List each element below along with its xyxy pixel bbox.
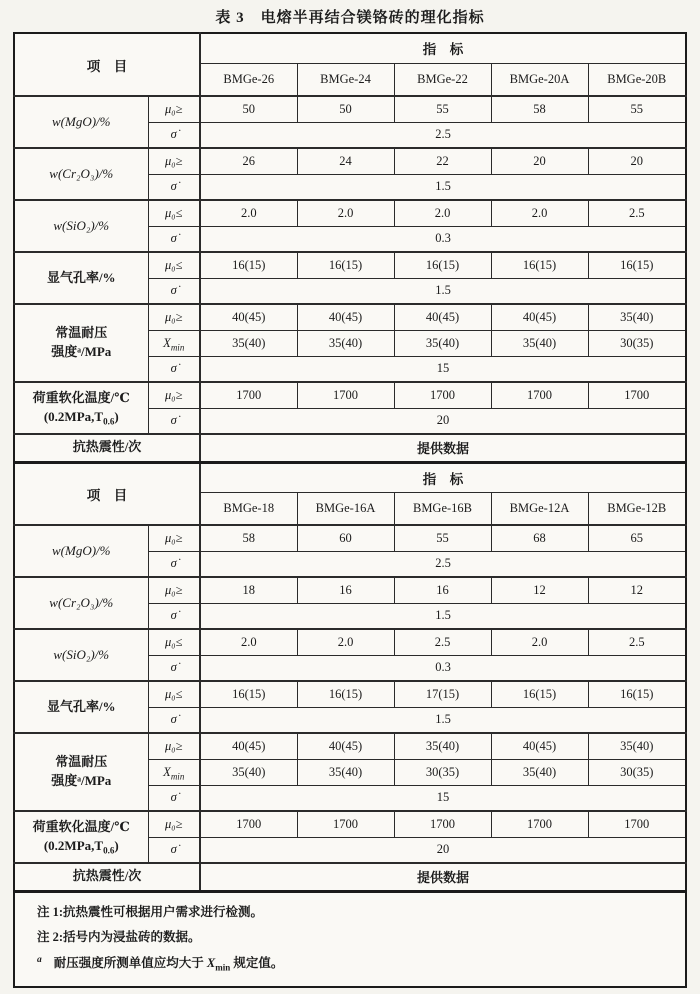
rul-label-sub: 0.6 <box>103 416 115 427</box>
sigma-value: 2.5 <box>200 122 686 148</box>
xmin-sub: min <box>170 342 185 352</box>
sigma-symbol: σ̇ <box>148 174 200 200</box>
item-label-thermal-shock: 抗热震性/次 <box>14 863 200 891</box>
indicator-header: 指 标 <box>200 462 686 492</box>
value-cell: 20 <box>491 148 588 174</box>
rul-label-sub: 0.6 <box>103 845 115 856</box>
value-cell: 35(40) <box>491 330 588 356</box>
item-label-thermal-shock: 抗热震性/次 <box>14 434 200 462</box>
sigma-symbol: σ̇ <box>148 356 200 382</box>
grade-header: BMGe-18 <box>200 492 297 525</box>
value-cell: 30(35) <box>394 759 491 785</box>
value-cell: 35(40) <box>297 330 394 356</box>
item-label-sio2: w(SiO₂)/% <box>14 200 148 252</box>
ccs-mu-row <box>14 304 686 330</box>
mu0-le-symbol: μ₀≤ <box>148 629 200 655</box>
value-cell: 40(45) <box>491 733 588 759</box>
item-label-cr2o3: w(Cr₂O₃)/% <box>14 577 148 629</box>
value-cell: 1700 <box>394 382 491 408</box>
rul-label-close: ) <box>114 838 119 853</box>
value-cell: 2.0 <box>394 200 491 226</box>
footnote-marker: a <box>37 954 42 965</box>
value-cell: 35(40) <box>588 304 686 330</box>
value-cell: 2.5 <box>394 629 491 655</box>
value-cell: 55 <box>588 96 686 122</box>
value-cell: 2.0 <box>297 629 394 655</box>
sigma-value: 2.5 <box>200 551 686 577</box>
note-2: 注 2:括号内为浸盐砖的数据。 <box>37 930 201 945</box>
header-row-1b <box>14 462 686 492</box>
porosity-mu-row <box>14 252 686 278</box>
grade-header: BMGe-16A <box>297 492 394 525</box>
value-cell: 16(15) <box>491 252 588 278</box>
ccs-mu-row-b <box>14 733 686 759</box>
sigma-value: 20 <box>200 837 686 863</box>
item-header: 项 目 <box>14 462 200 525</box>
sigma-symbol: σ̇ <box>148 785 200 811</box>
sigma-value: 0.3 <box>200 226 686 252</box>
value-cell: 1700 <box>297 811 394 837</box>
value-cell: 1700 <box>200 811 297 837</box>
footnote-text: 耐压强度所测单值应均大于 <box>53 955 207 970</box>
value-cell: 50 <box>200 96 297 122</box>
value-cell: 2.0 <box>297 200 394 226</box>
value-cell: 55 <box>394 525 491 551</box>
notes <box>14 891 686 987</box>
indicator-header: 指 标 <box>200 33 686 63</box>
footnote-text-end: 规定值。 <box>230 955 284 970</box>
value-cell: 16 <box>297 577 394 603</box>
value-cell: 35(40) <box>297 759 394 785</box>
sigma-value: 1.5 <box>200 174 686 200</box>
footnote-x: X <box>206 955 216 970</box>
mu0-ge-symbol: μ₀≥ <box>148 577 200 603</box>
value-cell: 30(35) <box>588 759 686 785</box>
rul-label-line2: (0.2MPa,T <box>43 409 104 424</box>
sigma-symbol: σ̇ <box>148 551 200 577</box>
value-cell: 40(45) <box>297 304 394 330</box>
mu0-le-symbol: μ₀≤ <box>148 681 200 707</box>
value-cell: 35(40) <box>394 733 491 759</box>
value-cell: 40(45) <box>394 304 491 330</box>
value-cell: 60 <box>297 525 394 551</box>
sigma-value: 20 <box>200 408 686 434</box>
rul-mu-row-b <box>14 811 686 837</box>
mu0-ge-symbol: μ₀≥ <box>148 733 200 759</box>
cr2o3-mu-row-b <box>14 577 686 603</box>
item-label-porosity: 显气孔率/% <box>14 252 148 304</box>
thermal-shock-value: 提供数据 <box>200 434 686 462</box>
sigma-symbol: σ̇ <box>148 226 200 252</box>
porosity-mu-row-b <box>14 681 686 707</box>
item-label-ccs <box>14 733 148 811</box>
value-cell: 16(15) <box>491 681 588 707</box>
mgo-mu-row <box>14 96 686 122</box>
grade-header: BMGe-20B <box>588 63 686 96</box>
sigma-value: 1.5 <box>200 707 686 733</box>
grade-header: BMGe-12B <box>588 492 686 525</box>
value-cell: 1700 <box>297 382 394 408</box>
value-cell: 68 <box>491 525 588 551</box>
sigma-symbol: σ̇ <box>148 122 200 148</box>
value-cell: 22 <box>394 148 491 174</box>
sigma-value: 0.3 <box>200 655 686 681</box>
sio2-mu-row-b <box>14 629 686 655</box>
value-cell: 12 <box>588 577 686 603</box>
value-cell: 35(40) <box>588 733 686 759</box>
value-cell: 35(40) <box>200 759 297 785</box>
spec-table <box>13 32 687 988</box>
grade-header: BMGe-24 <box>297 63 394 96</box>
value-cell: 1700 <box>491 382 588 408</box>
value-cell: 16(15) <box>297 252 394 278</box>
value-cell: 24 <box>297 148 394 174</box>
value-cell: 35(40) <box>491 759 588 785</box>
rul-label-line1: 荷重软化温度/℃ <box>32 390 130 406</box>
item-label-sio2: w(SiO₂)/% <box>14 629 148 681</box>
ccs-label-line1: 常温耐压 <box>55 325 108 341</box>
xmin-symbol <box>148 330 200 356</box>
value-cell: 58 <box>491 96 588 122</box>
sigma-symbol: σ̇ <box>148 837 200 863</box>
item-label-ccs <box>14 304 148 382</box>
mgo-mu-row-b <box>14 525 686 551</box>
mu0-ge-symbol: μ₀≥ <box>148 382 200 408</box>
item-label-mgo: w(MgO)/% <box>14 96 148 148</box>
thermal-shock-value: 提供数据 <box>200 863 686 891</box>
rul-label-close: ) <box>114 409 119 424</box>
mu0-ge-symbol: μ₀≥ <box>148 96 200 122</box>
value-cell: 16 <box>394 577 491 603</box>
mu0-le-symbol: μ₀≤ <box>148 200 200 226</box>
mu0-ge-symbol: μ₀≥ <box>148 304 200 330</box>
mu0-le-symbol: μ₀≤ <box>148 252 200 278</box>
item-label-cr2o3: w(Cr₂O₃)/% <box>14 148 148 200</box>
ccs-label-line2: 强度ᵃ/MPa <box>51 344 112 359</box>
value-cell: 1700 <box>200 382 297 408</box>
notes-row <box>14 891 686 987</box>
value-cell: 1700 <box>588 382 686 408</box>
value-cell: 16(15) <box>588 252 686 278</box>
sigma-value: 1.5 <box>200 278 686 304</box>
value-cell: 30(35) <box>588 330 686 356</box>
value-cell: 2.5 <box>588 200 686 226</box>
rul-mu-row <box>14 382 686 408</box>
ccs-label-line1: 常温耐压 <box>55 754 108 770</box>
item-label-rul <box>14 811 148 863</box>
value-cell: 1700 <box>588 811 686 837</box>
sigma-value: 15 <box>200 785 686 811</box>
rul-label-line1: 荷重软化温度/℃ <box>32 819 130 835</box>
xmin-base: X <box>163 335 171 350</box>
value-cell: 35(40) <box>394 330 491 356</box>
thermal-shock-row <box>14 434 686 462</box>
grade-header: BMGe-16B <box>394 492 491 525</box>
sigma-symbol: σ̇ <box>148 707 200 733</box>
value-cell: 40(45) <box>297 733 394 759</box>
item-label-rul <box>14 382 148 434</box>
xmin-sub: min <box>170 771 185 781</box>
value-cell: 16(15) <box>588 681 686 707</box>
value-cell: 20 <box>588 148 686 174</box>
value-cell: 1700 <box>491 811 588 837</box>
sigma-symbol: σ̇ <box>148 603 200 629</box>
value-cell: 40(45) <box>200 304 297 330</box>
sio2-mu-row <box>14 200 686 226</box>
value-cell: 2.0 <box>200 200 297 226</box>
value-cell: 2.0 <box>491 200 588 226</box>
header-row-1 <box>14 33 686 63</box>
grade-header: BMGe-20A <box>491 63 588 96</box>
note-1: 注 1:抗热震性可根据用户需求进行检测。 <box>37 904 264 919</box>
cr2o3-mu-row <box>14 148 686 174</box>
item-label-mgo: w(MgO)/% <box>14 525 148 577</box>
mu0-ge-symbol: μ₀≥ <box>148 525 200 551</box>
mu0-ge-symbol: μ₀≥ <box>148 811 200 837</box>
value-cell: 40(45) <box>491 304 588 330</box>
rul-label-line2: (0.2MPa,T <box>43 838 104 853</box>
grade-header: BMGe-12A <box>491 492 588 525</box>
item-header: 项 目 <box>14 33 200 96</box>
item-label-porosity: 显气孔率/% <box>14 681 148 733</box>
value-cell: 1700 <box>394 811 491 837</box>
grade-header: BMGe-22 <box>394 63 491 96</box>
thermal-shock-row-b <box>14 863 686 891</box>
footnote-x-sub: min <box>215 962 231 973</box>
value-cell: 16(15) <box>200 681 297 707</box>
ccs-label-line2: 强度ᵃ/MPa <box>51 773 112 788</box>
value-cell: 58 <box>200 525 297 551</box>
value-cell: 26 <box>200 148 297 174</box>
value-cell: 65 <box>588 525 686 551</box>
sigma-symbol: σ̇ <box>148 408 200 434</box>
value-cell: 18 <box>200 577 297 603</box>
value-cell: 2.0 <box>491 629 588 655</box>
xmin-symbol <box>148 759 200 785</box>
value-cell: 12 <box>491 577 588 603</box>
value-cell: 2.0 <box>200 629 297 655</box>
xmin-base: X <box>163 764 171 779</box>
grade-header: BMGe-26 <box>200 63 297 96</box>
value-cell: 50 <box>297 96 394 122</box>
value-cell: 2.5 <box>588 629 686 655</box>
value-cell: 40(45) <box>200 733 297 759</box>
sigma-value: 1.5 <box>200 603 686 629</box>
mu0-ge-symbol: μ₀≥ <box>148 148 200 174</box>
value-cell: 16(15) <box>394 252 491 278</box>
value-cell: 35(40) <box>200 330 297 356</box>
sigma-symbol: σ̇ <box>148 278 200 304</box>
value-cell: 17(15) <box>394 681 491 707</box>
sigma-value: 15 <box>200 356 686 382</box>
value-cell: 55 <box>394 96 491 122</box>
footnote-a <box>37 951 671 977</box>
table-title: 表 3 电熔半再结合镁铬砖的理化指标 <box>215 10 485 26</box>
value-cell: 16(15) <box>297 681 394 707</box>
value-cell: 16(15) <box>200 252 297 278</box>
sigma-symbol: σ̇ <box>148 655 200 681</box>
